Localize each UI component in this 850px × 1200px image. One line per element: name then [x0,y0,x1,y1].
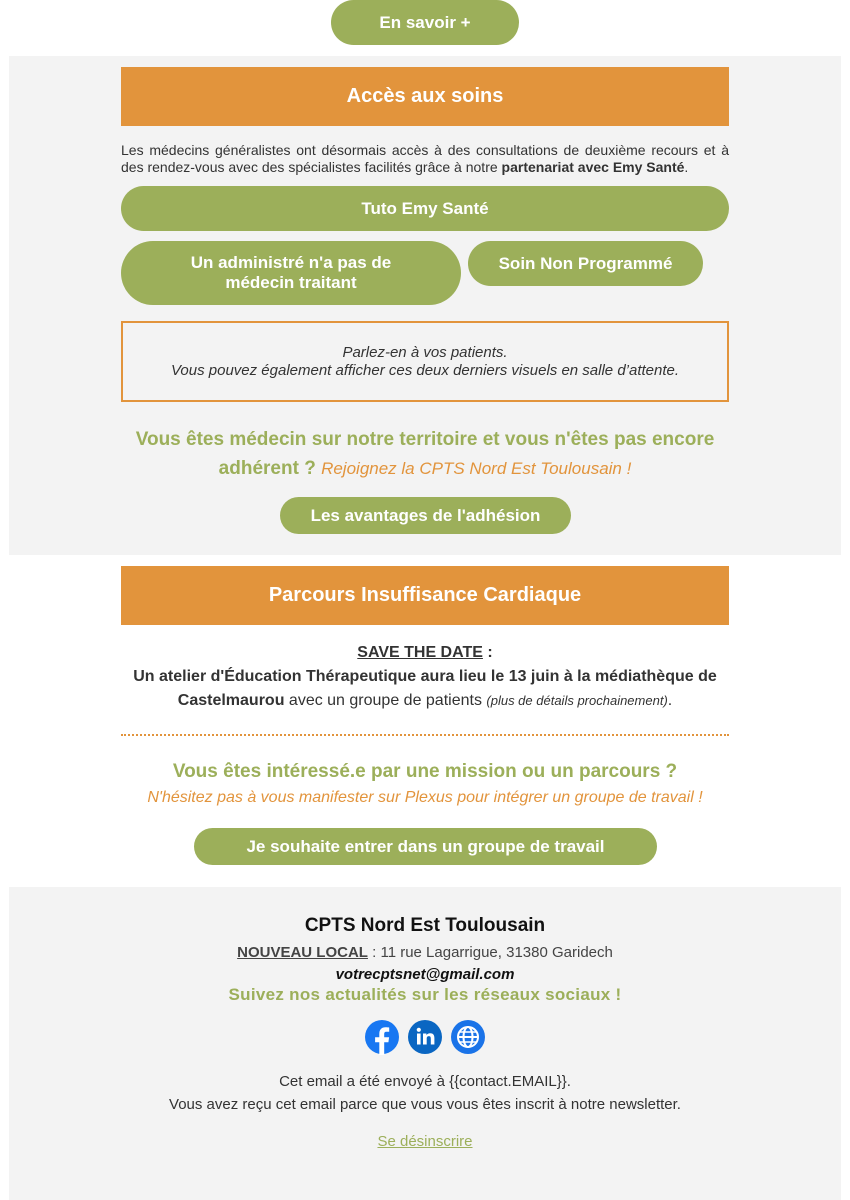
globe-icon[interactable] [450,1019,486,1055]
event-line1: Un atelier d'Éducation Thérapeutique aura lieu le 13 juin à la médiathèque de [133,668,717,685]
local-address-text: : 11 rue Lagarrigue, 31380 Garidech [367,944,613,961]
event-details: (plus de détails prochainement) [486,693,668,708]
avantages-adhesion-button[interactable]: Les avantages de l'adhésion [280,497,571,534]
acces-paragraph [121,142,729,176]
administre-line1: Un administré n'a pas de [190,253,392,272]
dotted-divider [121,734,729,736]
save-colon: : [482,644,493,661]
cta-line1: Vous êtes médecin sur notre territoire et vous n'êtes pas encore [135,429,715,450]
administre-sans-medecin-button[interactable] [121,241,461,305]
interest-block [100,760,750,808]
note-line2: Vous pouvez également afficher ces deux derniers visuels en salle d’attente. [170,361,680,379]
parcours-banner: Parcours Insuffisance Cardiaque [121,566,729,625]
social-title: Suivez nos actualités sur les réseaux sociaux ! [228,985,622,1004]
acces-para-text: Les médecins généralistes ont désormais accès à des consultations de deuxième recours et à des rendez-vous avec des spécialistes facilités grâce à notre [121,142,729,175]
event-location: Castelmaurou [177,692,285,709]
en-savoir-plus-button[interactable]: En savoir + [331,0,519,45]
sent-to-text: Cet email a été envoyé à {{contact.EMAIL}}. [279,1073,571,1090]
adhesion-cta [100,425,750,483]
acces-para-end: . [684,159,689,175]
linkedin-icon[interactable] [407,1019,443,1055]
emy-partenariat: partenariat avec Emy Santé [501,159,685,175]
event-end: . [667,692,673,709]
event-normal: avec un groupe de patients [284,692,487,709]
org-name: CPTS Nord Est Toulousain [304,915,546,936]
administre-line2: médecin traitant [225,273,357,292]
note-line1: Parlez-en à vos patients. [342,343,508,361]
contact-email[interactable]: votrecptsnet@gmail.com [335,966,515,983]
facebook-icon[interactable] [364,1019,400,1055]
save-the-date-block [121,641,729,713]
acces-banner: Accès aux soins [121,67,729,126]
patients-note-box [121,321,729,402]
local-address [0,944,850,961]
save-the-date-label: SAVE THE DATE [357,644,483,661]
tuto-emy-sante-button[interactable]: Tuto Emy Santé [121,186,729,231]
local-label: NOUVEAU LOCAL [237,944,368,961]
cta-rejoignez: Rejoignez la CPTS Nord Est Toulousain ! [321,459,632,478]
interest-title: Vous êtes intéressé.e par une mission ou un parcours ? [172,761,678,782]
soin-non-programme-button[interactable]: Soin Non Programmé [468,241,703,286]
cta-bold2: adhérent ? [218,458,322,479]
reason-text: Vous avez reçu cet email parce que vous vous êtes inscrit à notre newsletter. [169,1096,681,1113]
interest-sub: N'hésitez pas à vous manifester sur Plexus pour intégrer un groupe de travail ! [147,789,703,806]
groupe-travail-button[interactable]: Je souhaite entrer dans un groupe de travail [194,828,657,865]
unsubscribe-link[interactable]: Se désinscrire [377,1133,473,1150]
